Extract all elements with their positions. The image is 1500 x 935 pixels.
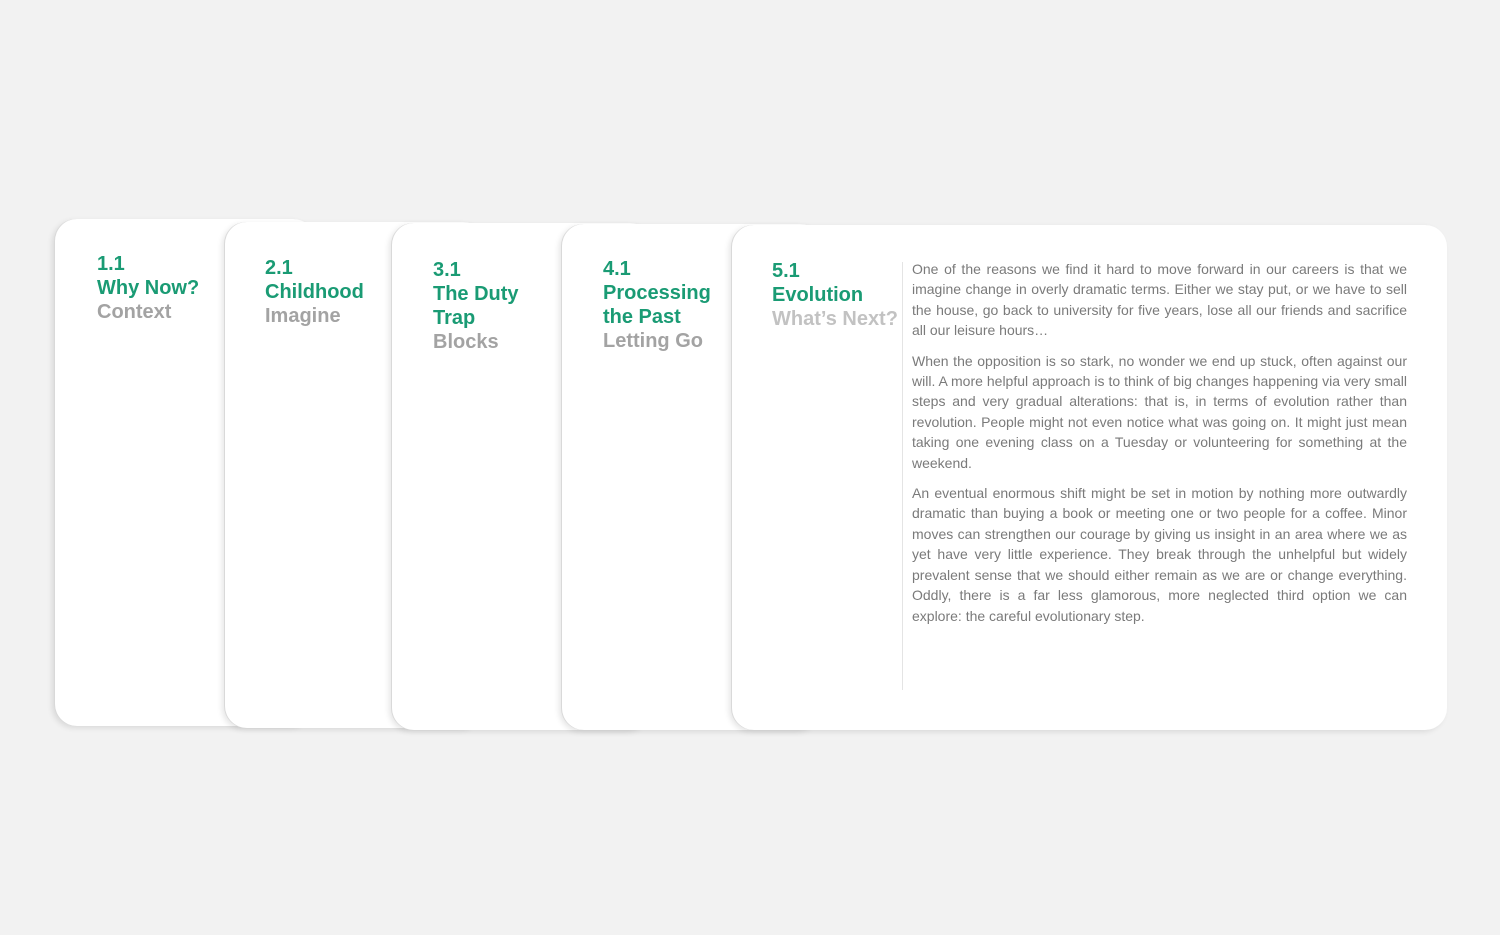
card-number: 1.1 <box>97 253 125 275</box>
body-paragraph: An eventual enormous shift might be set in motion by nothing more outwardly dramatic than buying a book or meeting one or two people for a coffee. Minor moves can strengthen our courage by giving us insight in an area where we as yet have very little experience. They break through the unhelpful but widely prevalent sense that we should either remain as we are or change everything. Oddly, there is a far less glamorous, more neglected third option we can explore: the careful evolutionary step. <box>912 485 1407 624</box>
card-title: Processing the Past <box>603 282 711 328</box>
card-subtitle: What’s Next? <box>772 308 898 330</box>
card-title: Evolution <box>772 284 864 306</box>
card-title: Childhood <box>265 281 364 303</box>
card-number: 3.1 <box>433 259 461 281</box>
card-subtitle: Context <box>97 301 172 323</box>
card-title: The Duty Trap <box>433 283 519 329</box>
card-label <box>97 252 199 324</box>
card-number: 5.1 <box>772 260 800 282</box>
card-body-text <box>912 259 1407 636</box>
card-number: 2.1 <box>265 257 293 279</box>
body-paragraph: One of the reasons we find it hard to move forward in our careers is that we imagine change in overly dramatic terms. Either we stay put, or we have to sell the house, go back to university for five years, lose all our friends and sacrifice all our leisure hours… <box>912 261 1407 339</box>
card-subtitle: Letting Go <box>603 330 703 352</box>
card-5-1 <box>732 225 1447 730</box>
body-paragraph: When the opposition is so stark, no wonder we end up stuck, often against our will. A more helpful approach is to think of big changes happening via very small steps and very gradual alterations: that is, in terms of evolution rather than revolution. People might not even notice what was going on. It might just mean taking one evening class on a Tuesday or volunteering for something at the weekend. <box>912 352 1407 471</box>
card-label <box>772 259 898 331</box>
card-subtitle: Blocks <box>433 331 499 353</box>
card-label <box>603 257 711 353</box>
card-title: Why Now? <box>97 277 200 299</box>
card-number: 4.1 <box>603 258 631 280</box>
card-label <box>265 256 364 328</box>
column-divider <box>902 262 903 690</box>
card-label <box>433 258 519 354</box>
card-subtitle: Imagine <box>265 305 341 327</box>
